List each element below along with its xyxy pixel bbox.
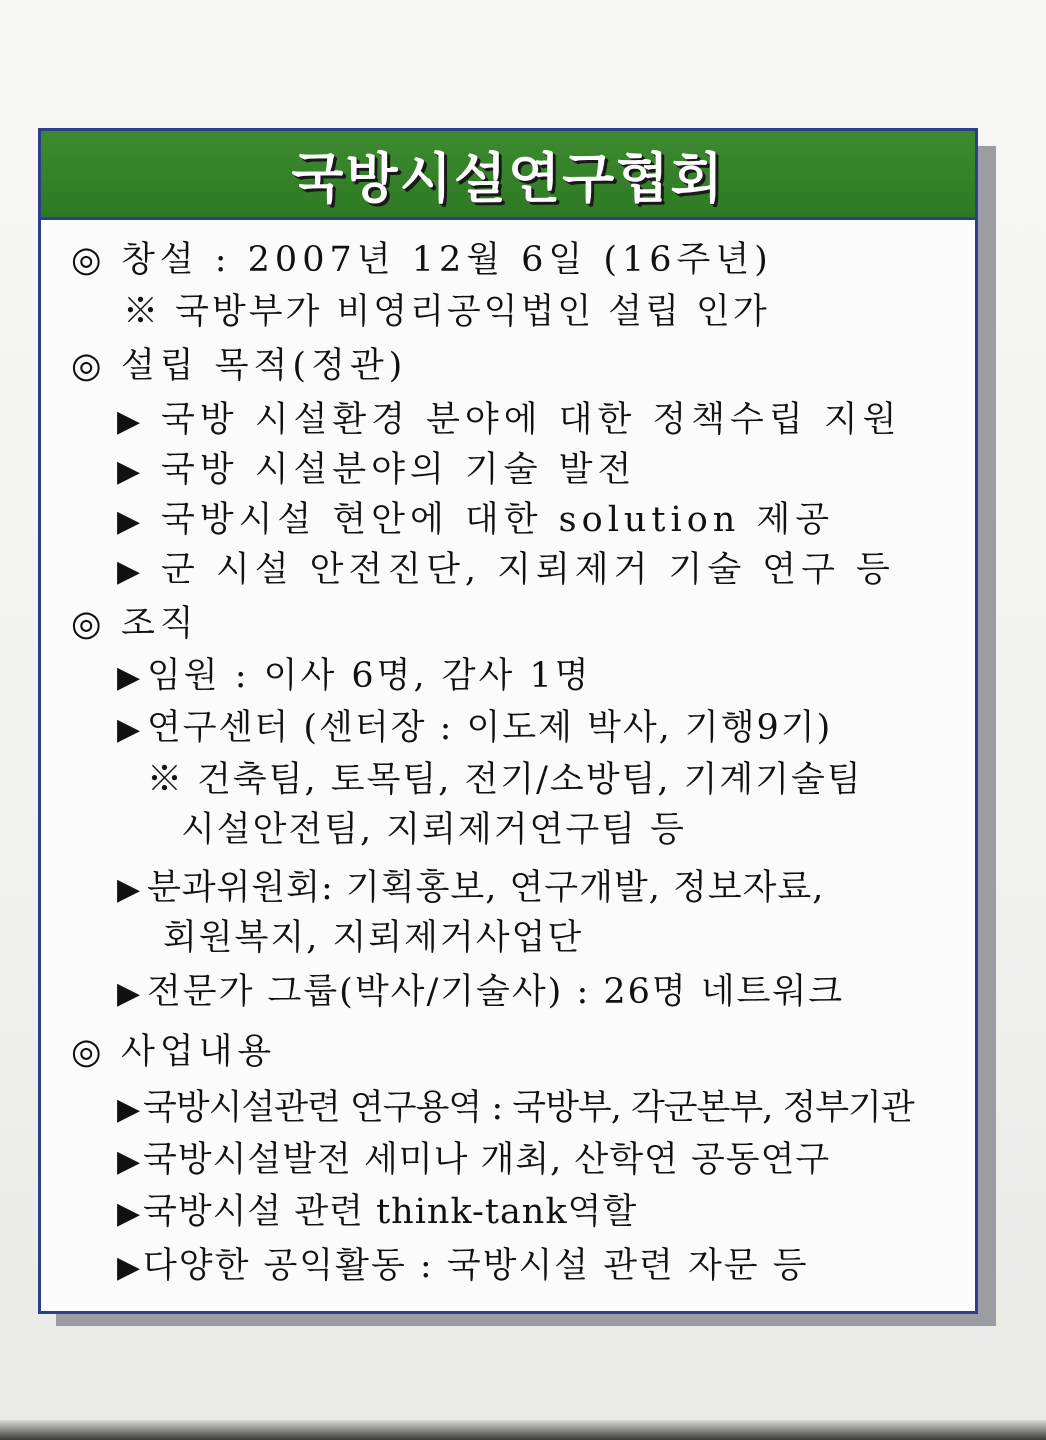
- purpose-item-text: 국방 시설환경 분야에 대한 정책수립 지원: [161, 400, 902, 440]
- bullet-icon: ▶: [117, 404, 146, 439]
- section-marker: ◎: [71, 1032, 107, 1072]
- organization-item: [117, 708, 832, 750]
- section-organization-text: 조직: [121, 604, 199, 644]
- purpose-item: [117, 500, 834, 542]
- section-founding: [71, 240, 773, 280]
- card-title: 국방시설연구협회: [291, 146, 725, 210]
- center-note-2: 시설안전팀, 지뢰제거연구팀 등: [181, 810, 686, 850]
- center-note-1: ※ 건축팀, 토목팀, 전기/소방팀, 기계기술팀: [147, 760, 863, 800]
- purpose-item: [117, 400, 901, 442]
- section-marker: ◎: [71, 240, 107, 280]
- purpose-item: [117, 550, 895, 592]
- organization-item-text: 분과위원회: 기획홍보, 연구개발, 정보자료,: [147, 868, 825, 908]
- organization-item: [117, 656, 592, 698]
- card-header: [41, 131, 975, 220]
- organization-item: [117, 972, 844, 1014]
- bullet-icon: ▶: [117, 1196, 142, 1231]
- founding-note: ※ 국방부가 비영리공익법인 설립 인가: [123, 292, 770, 332]
- organization-item-text: 연구센터 (센터장 : 이도제 박사, 기행9기): [147, 708, 833, 748]
- bullet-icon: ▶: [117, 712, 143, 747]
- section-business-text: 사업내용: [121, 1032, 277, 1072]
- bullet-icon: ▶: [117, 872, 142, 907]
- bottom-edge: [0, 1420, 1046, 1440]
- business-item-text: 국방시설관련 연구용역 : 국방부, 각군본부, 정부기관: [143, 1088, 914, 1128]
- section-founding-text: 창설 : 2007년 12월 6일 (16주년): [121, 240, 773, 280]
- section-marker: ◎: [71, 604, 107, 644]
- bullet-icon: ▶: [117, 660, 144, 695]
- info-card: [38, 128, 978, 1314]
- bullet-icon: ▶: [117, 504, 146, 539]
- business-item-text: 국방시설 관련 think-tank역할: [143, 1192, 638, 1232]
- purpose-item: [117, 450, 636, 492]
- section-organization: [71, 604, 199, 644]
- bullet-icon: ▶: [117, 1144, 142, 1179]
- section-business: [71, 1032, 276, 1072]
- business-item: [117, 1192, 637, 1234]
- business-item: [117, 1140, 830, 1182]
- bullet-icon: ▶: [117, 976, 143, 1011]
- organization-item-text: 전문가 그룹(박사/기술사) : 26명 네트워크: [147, 972, 845, 1012]
- section-marker: ◎: [71, 346, 107, 386]
- section-purpose-text: 설립 목적(정관): [121, 346, 408, 386]
- business-item: [117, 1246, 809, 1288]
- business-item-text: 다양한 공익활동 : 국방시설 관련 자문 등: [143, 1246, 809, 1286]
- organization-item: [117, 868, 824, 910]
- committee-continued: 회원복지, 지뢰제거사업단: [163, 918, 584, 958]
- bullet-icon: ▶: [117, 554, 146, 589]
- purpose-item-text: 군 시설 안전진단, 지뢰제거 기술 연구 등: [161, 550, 895, 590]
- bullet-icon: ▶: [117, 1250, 143, 1285]
- section-purpose: [71, 346, 407, 386]
- business-item: [117, 1088, 914, 1130]
- purpose-item-text: 국방 시설분야의 기술 발전: [161, 450, 637, 490]
- purpose-item-text: 국방시설 현안에 대한 solution 제공: [161, 500, 835, 540]
- business-item-text: 국방시설발전 세미나 개최, 산학연 공동연구: [143, 1140, 831, 1180]
- organization-item-text: 임원 : 이사 6명, 감사 1명: [147, 656, 592, 696]
- bullet-icon: ▶: [117, 454, 146, 489]
- bullet-icon: ▶: [117, 1092, 140, 1127]
